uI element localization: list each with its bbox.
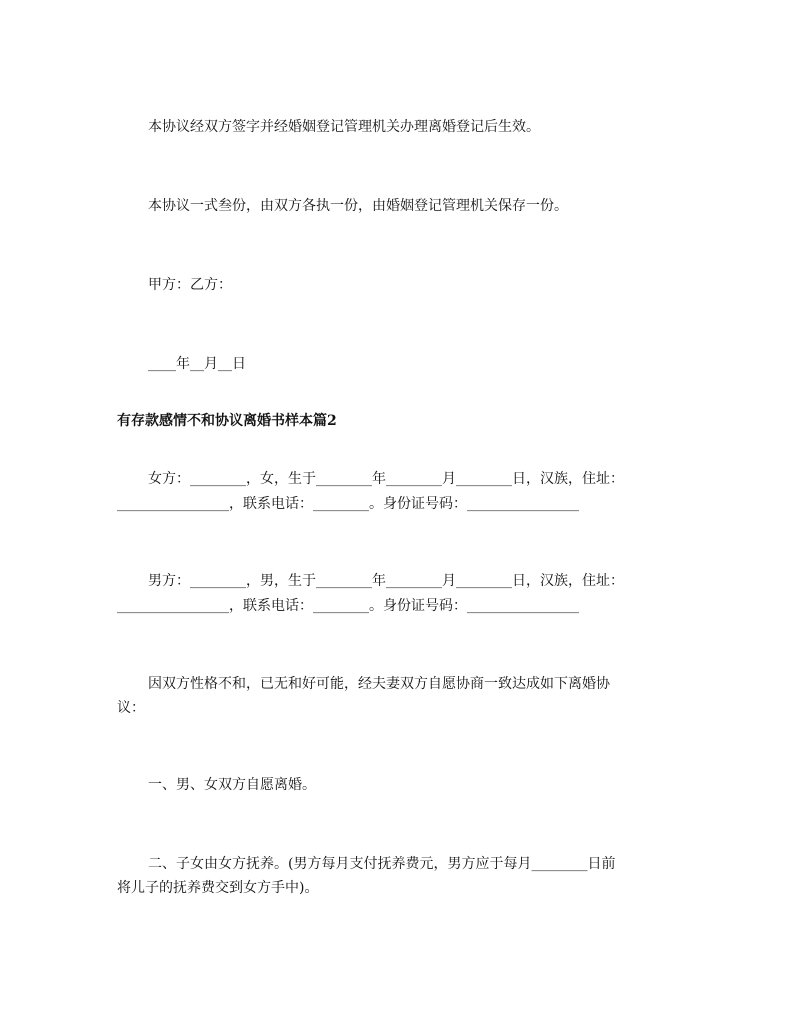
intro-line-2: 议：	[117, 700, 145, 716]
section-title: 有存款感情不和协议离婚书样本篇2	[117, 413, 337, 429]
intro-line-1: 因双方性格不和，已无和好可能，经夫妻双方自愿协商一致达成如下离婚协	[148, 676, 610, 692]
clause-2-line-2: 将儿子的抚养费交到女方手中)。	[117, 880, 319, 896]
clause-2-line-1: 二、子女由女方抚养。(男方每月支付抚养费元，男方应于每月________日前	[148, 856, 616, 872]
paragraph-date: ____年__月__日	[148, 356, 246, 372]
male-info-line-1: 男方：________，男，生于________年________月________日，汉族，住址：	[148, 573, 624, 589]
paragraph-copies: 本协议一式叁份，由双方各执一份，由婚姻登记管理机关保存一份。	[148, 198, 568, 214]
female-info-line-1: 女方：________，女，生于________年________月________日，汉族，住址：	[148, 471, 624, 487]
paragraph-parties: 甲方：乙方：	[148, 277, 232, 293]
male-info-line-2: ________________，联系电话：________。身份证号码：________________	[117, 598, 579, 614]
paragraph-effective: 本协议经双方签字并经婚姻登记管理机关办理离婚登记后生效。	[148, 119, 540, 135]
clause-1: 一、男、女双方自愿离婚。	[148, 777, 316, 793]
female-info-line-2: ________________，联系电话：________。身份证号码：________________	[117, 496, 579, 512]
